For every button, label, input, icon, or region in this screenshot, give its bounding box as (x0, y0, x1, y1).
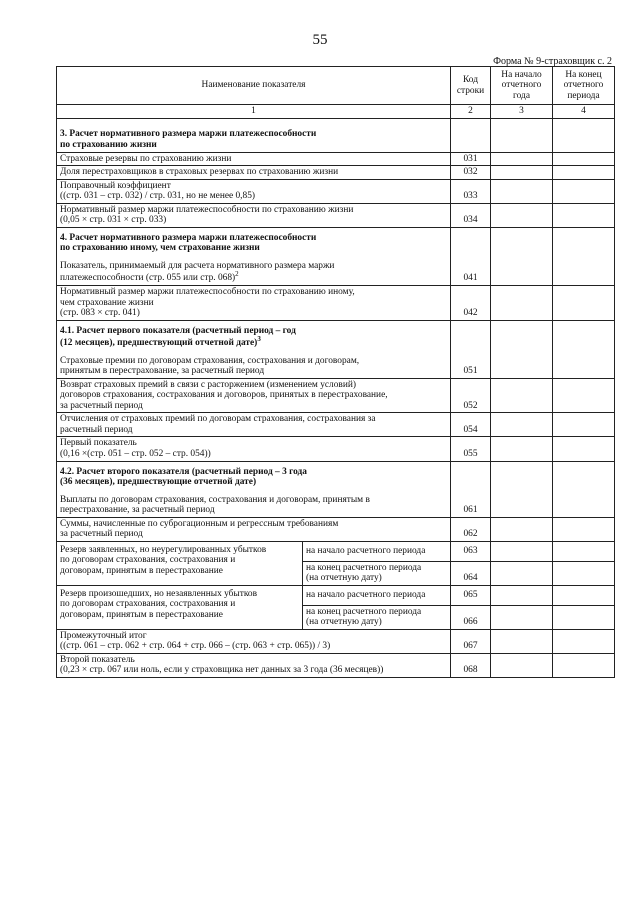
footnote-3-marker: 3 (257, 335, 261, 344)
form-reference: Форма № 9-страховщик с. 2 (493, 56, 612, 67)
value-052-end[interactable] (553, 378, 615, 413)
code-064: 064 (451, 561, 491, 585)
code-068: 068 (451, 653, 491, 677)
label-061-line2: перестрахование, за расчетный период (60, 505, 215, 516)
label-055 (57, 437, 451, 461)
label-065-main-line1: Резерв произошедших, но незаявленных убытков (60, 588, 258, 599)
label-042-line2: чем страхование жизни (60, 297, 154, 308)
value-068-end[interactable] (553, 653, 615, 677)
value-042-start[interactable] (491, 285, 553, 320)
header-line-code: Код строки (451, 67, 491, 105)
label-052-line3: за расчетный период (60, 400, 143, 411)
row-067 (57, 629, 615, 653)
code-061: 061 (451, 461, 491, 517)
value-068-start[interactable] (491, 653, 553, 677)
label-062-line1: Суммы, начисленные по суброгационным и регрессным требованиям (60, 518, 339, 529)
section-41-row-051 (57, 320, 615, 378)
column-number-row (57, 105, 615, 119)
label-063-main-line2: по договорам страхования, сострахования и (60, 555, 236, 566)
label-064-sub-line1: на конец расчетного периода (306, 562, 422, 573)
label-066-sub-line1: на конец расчетного периода (306, 606, 422, 617)
row-034 (57, 203, 615, 227)
label-054-line1: Отчисления от страховых премий по договорам страхования, сострахования за (60, 414, 376, 425)
value-032-start[interactable] (491, 166, 553, 180)
label-062 (57, 517, 451, 541)
header-year-start: На начало отчетного года (491, 67, 553, 105)
code-051: 051 (451, 320, 491, 378)
label-061-line1: Выплаты по договорам страхования, сострахования и договорам, принятым в (60, 494, 370, 505)
label-066-sub (303, 605, 451, 629)
col-number-3: 3 (491, 105, 553, 119)
label-064-sub (303, 561, 451, 585)
label-052-line1: Возврат страховых премий в связи с расторжением (изменением условий) (60, 379, 356, 390)
value-055-start[interactable] (491, 437, 553, 461)
code-055: 055 (451, 437, 491, 461)
code-033: 033 (451, 179, 491, 203)
label-054-line2: расчетный период (60, 424, 133, 435)
col-number-4: 4 (553, 105, 615, 119)
label-041-line1: Показатель, принимаемый для расчета нормативного размера маржи (60, 260, 335, 271)
section-42-title-line1: 4.2. Расчет второго показателя (расчетный период – 3 года (60, 466, 307, 477)
label-068-line2: (0,23 × стр. 067 или ноль, если у страховщика нет данных за 3 года (36 месяцев)) (60, 665, 384, 676)
label-065-main-line2: по договорам страхования, сострахования и (60, 599, 236, 610)
row-063 (57, 541, 615, 561)
value-067-end[interactable] (553, 629, 615, 653)
row-068 (57, 653, 615, 677)
label-063-main-line1: Резерв заявленных, но неурегулированных убытков (60, 544, 267, 555)
label-052-line2: договоров страхования, сострахования и договоров, принятых в перестрахование, (60, 390, 388, 401)
header-indicator-name: Наименование показателя (57, 67, 451, 105)
label-068-line1: Второй показатель (60, 654, 135, 665)
row-054 (57, 413, 615, 437)
section-41-title-line2: (12 месяцев), предшествующий отчетной дате) (60, 338, 258, 349)
row-031 (57, 152, 615, 166)
code-052: 052 (451, 378, 491, 413)
label-041-line2: платежеспособности (стр. 055 или стр. 068) (60, 273, 236, 284)
code-034: 034 (451, 203, 491, 227)
section-42-row-061 (57, 461, 615, 517)
row-033 (57, 179, 615, 203)
section-41-title-line1: 4.1. Расчет первого показателя (расчетный период – год (60, 325, 296, 336)
value-041-end[interactable] (553, 227, 615, 285)
value-063-end[interactable] (553, 541, 615, 561)
form-table (56, 66, 615, 678)
value-034-start[interactable] (491, 203, 553, 227)
section-3-title (57, 118, 451, 152)
code-065: 065 (451, 585, 491, 605)
code-062: 062 (451, 517, 491, 541)
label-067-line1: Промежуточный итог (60, 630, 147, 641)
col-number-1: 1 (57, 105, 451, 119)
value-065-end[interactable] (553, 585, 615, 605)
label-063-main-line3: договорам, принятым в перестрахование (60, 565, 223, 576)
col-number-2: 2 (451, 105, 491, 119)
row-065 (57, 585, 615, 605)
value-033-start[interactable] (491, 179, 553, 203)
label-055-line2: (0,16 ×(стр. 051 – стр. 052 – стр. 054)) (60, 449, 211, 459)
value-063-start[interactable] (491, 541, 553, 561)
label-052 (57, 378, 451, 413)
value-051-end[interactable] (553, 320, 615, 378)
section-3-title-row (57, 118, 615, 152)
code-032: 032 (451, 166, 491, 180)
label-incurred-claims-reserve (57, 585, 303, 629)
code-042: 042 (451, 285, 491, 320)
section-4-title-line1: 4. Расчет нормативного размера маржи платежеспособности (60, 232, 317, 243)
value-062-start[interactable] (491, 517, 553, 541)
value-054-start[interactable] (491, 413, 553, 437)
label-062-line2: за расчетный период (60, 529, 143, 540)
label-042 (57, 285, 451, 320)
label-034-line2: (0,05 × стр. 031 × стр. 033) (60, 215, 167, 226)
value-031-start[interactable] (491, 152, 553, 166)
value-066-end[interactable] (553, 605, 615, 629)
label-055-line1: Первый показатель (60, 438, 137, 449)
value-033-end[interactable] (553, 179, 615, 203)
row-062 (57, 517, 615, 541)
label-067 (57, 629, 451, 653)
section-3-title-line1: 3. Расчет нормативного размера маржи платежеспособности (60, 129, 317, 140)
section-4-row-041 (57, 227, 615, 285)
label-065-main-line3: договорам, принятым в перестрахование (60, 609, 223, 620)
value-064-end[interactable] (553, 561, 615, 585)
code-054: 054 (451, 413, 491, 437)
value-064-start[interactable] (491, 561, 553, 585)
value-061-end[interactable] (553, 461, 615, 517)
label-042-line3: (стр. 083 × стр. 041) (60, 308, 140, 319)
value-066-start[interactable] (491, 605, 553, 629)
code-067: 067 (451, 629, 491, 653)
label-033-line1: Поправочный коэффициент (60, 180, 171, 191)
row-052 (57, 378, 615, 413)
header-row (57, 67, 615, 105)
code-031: 031 (451, 152, 491, 166)
code-063: 063 (451, 541, 491, 561)
value-034-end[interactable] (553, 203, 615, 227)
label-051-line1: Страховые премии по договорам страхования, сострахования и договорам, (60, 355, 360, 366)
row-032 (57, 166, 615, 180)
value-067-start[interactable] (491, 629, 553, 653)
label-067-line2: ((стр. 061 – стр. 062 + стр. 064 + стр. 066 – (стр. 063 + стр. 065)) / 3) (60, 641, 331, 652)
section-3-title-line2: по страхованию жизни (60, 140, 157, 150)
label-064-sub-line2: (на отчетную дату) (306, 573, 382, 584)
label-033-line2: ((стр. 031 – стр. 032) / стр. 031, но не менее 0,85) (60, 191, 256, 202)
page-number: 55 (312, 32, 328, 48)
value-041-start[interactable] (491, 227, 553, 285)
label-065-sub: на начало расчетного периода (303, 585, 451, 605)
row-042 (57, 285, 615, 320)
label-054 (57, 413, 451, 437)
label-034 (57, 203, 451, 227)
label-034-line1: Нормативный размер маржи платежеспособности по страхованию жизни (60, 204, 354, 215)
value-062-end[interactable] (553, 517, 615, 541)
value-061-start[interactable] (491, 461, 553, 517)
label-031: Страховые резервы по страхованию жизни (57, 152, 451, 166)
footnote-2-marker: 2 (235, 270, 239, 279)
value-042-end[interactable] (553, 285, 615, 320)
label-051 (57, 320, 451, 378)
label-041 (57, 227, 451, 285)
label-033 (57, 179, 451, 203)
value-054-end[interactable] (553, 413, 615, 437)
label-reported-claims-reserve (57, 541, 303, 585)
value-055-end[interactable] (553, 437, 615, 461)
code-066: 066 (451, 605, 491, 629)
label-032: Доля перестраховщиков в страховых резервах по страхованию жизни (57, 166, 451, 180)
label-051-line2: принятым в перестрахование, за расчетный период (60, 366, 265, 377)
section-42-title-line2: (36 месяцев), предшествующие отчетной дате) (60, 477, 257, 488)
header-period-end: На конец отчетного периода (553, 67, 615, 105)
value-051-start[interactable] (491, 320, 553, 378)
label-068 (57, 653, 451, 677)
label-042-line1: Нормативный размер маржи платежеспособности по страхованию иному, (60, 286, 355, 297)
value-052-start[interactable] (491, 378, 553, 413)
label-063-sub: на начало расчетного периода (303, 541, 451, 561)
label-061 (57, 461, 451, 517)
value-065-start[interactable] (491, 585, 553, 605)
value-032-end[interactable] (553, 166, 615, 180)
value-031-end[interactable] (553, 152, 615, 166)
row-055 (57, 437, 615, 461)
section-4-title-line2: по страхованию иному, чем страхование жизни (60, 243, 260, 254)
label-066-sub-line2: (на отчетную дату) (306, 617, 382, 628)
code-041: 041 (451, 227, 491, 285)
